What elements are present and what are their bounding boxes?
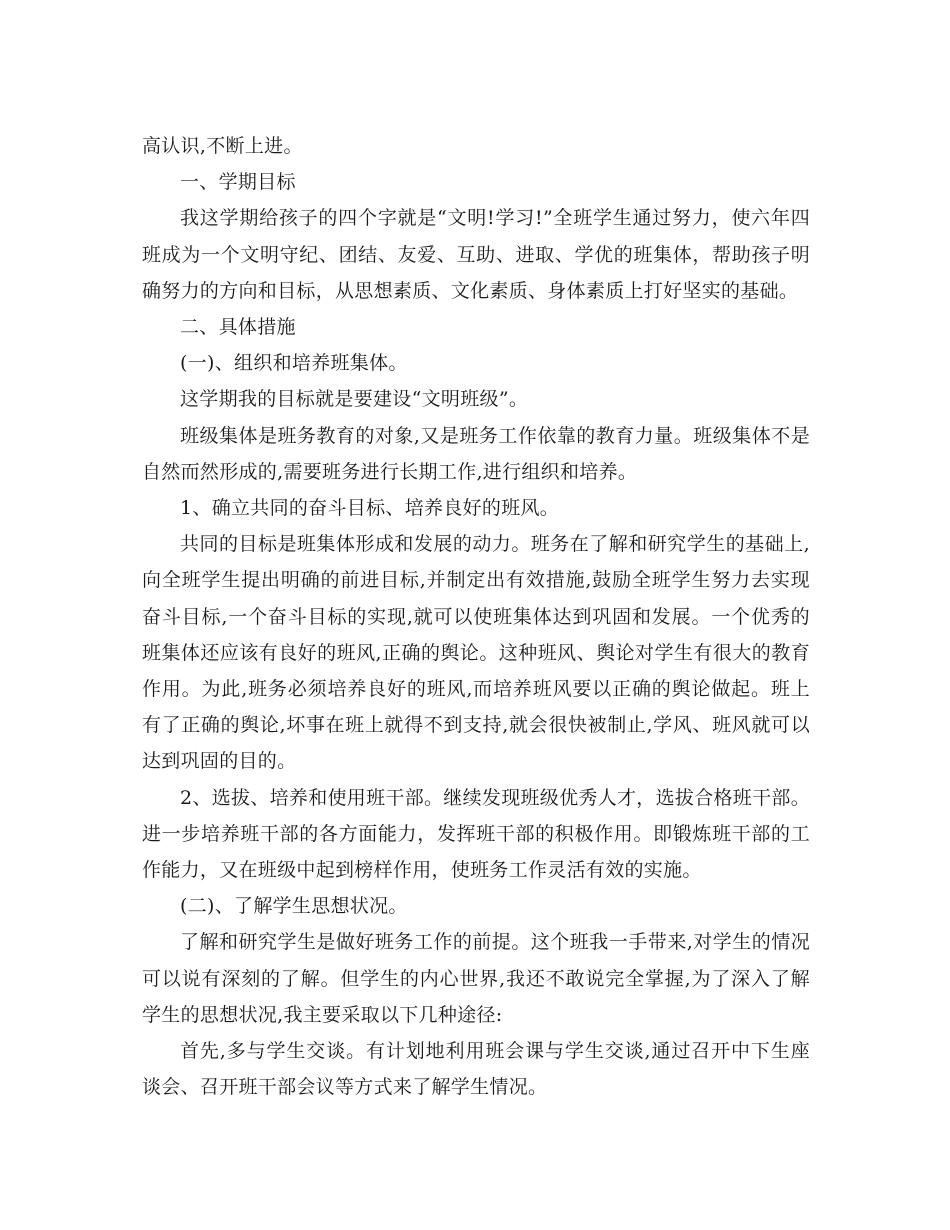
item-common-goal: 1、确立共同的奋斗目标、培养良好的班风。 bbox=[180, 497, 560, 520]
subheading-understand-students: (二)、了解学生思想状况。 bbox=[180, 895, 408, 918]
paragraph-class-collective: 班级集体是班务教育的对象,又是班务工作依靠的教育力量。班级集体不是自然而然形成的,需要班务进行长期工作,进行组织和培养。 bbox=[142, 424, 810, 483]
paragraph-understand-students: 了解和研究学生是做好班务工作的前提。这个班我一手带来,对学生的情况可以说有深刻的了解。但学生的内心世界,我还不敢说完全掌握,为了深入了解学生的思想状况,我主要采取以下几种途径: bbox=[142, 931, 810, 1026]
heading-specific-measures: 二、具体措施 bbox=[180, 316, 296, 339]
paragraph-civilized-class: 这学期我的目标就是要建设“文明班级”。 bbox=[180, 388, 529, 411]
paragraph-common-goal: 共同的目标是班集体形成和发展的动力。班务在了解和研究学生的基础上,向全班学生提出明确的前进目标,并制定出有效措施,鼓励全班学生努力去实现奋斗目标,一个奋斗目标的实现,就可以使班集体达到巩固和发展。一个优秀的班集体还应该有良好的班风,正确的舆论。这种班风、舆论对学生有很大的教育作用。为此,班务必须培养良好的班风,而培养班风要以正确的舆论做起。班上有了正确的舆论,坏事在班上就得不到支持,就会很快被制止,学风、班风就可以达到巩固的目的。 bbox=[142, 533, 810, 773]
subheading-organize-class: (一)、组织和培养班集体。 bbox=[180, 352, 408, 375]
paragraph-goal-description: 我这学期给孩子的四个字就是“文明!学习!”全班学生通过努力，使六年四班成为一个文明守纪、团结、友爱、互助、进取、学优的班集体，帮助孩子明确努力的方向和目标，从思想素质、文化素质、身体素质上打好坚实的基础。 bbox=[142, 207, 810, 302]
paragraph-talk-with-students: 首先,多与学生交谈。有计划地利用班会课与学生交谈,通过召开中下生座谈会、召开班干部会议等方式来了解学生情况。 bbox=[142, 1040, 810, 1099]
paragraph-continuation: 高认识,不断上进。 bbox=[142, 135, 303, 157]
document-body bbox=[142, 128, 810, 1105]
item-class-cadres: 2、选拔、培养和使用班干部。继续发现班级优秀人才，选拔合格班干部。进一步培养班干部的各方面能力，发挥班干部的积极作用。即锻炼班干部的工作能力，又在班级中起到榜样作用，使班务工作灵活有效的实施。 bbox=[142, 786, 810, 882]
heading-semester-goal: 一、学期目标 bbox=[180, 171, 296, 194]
